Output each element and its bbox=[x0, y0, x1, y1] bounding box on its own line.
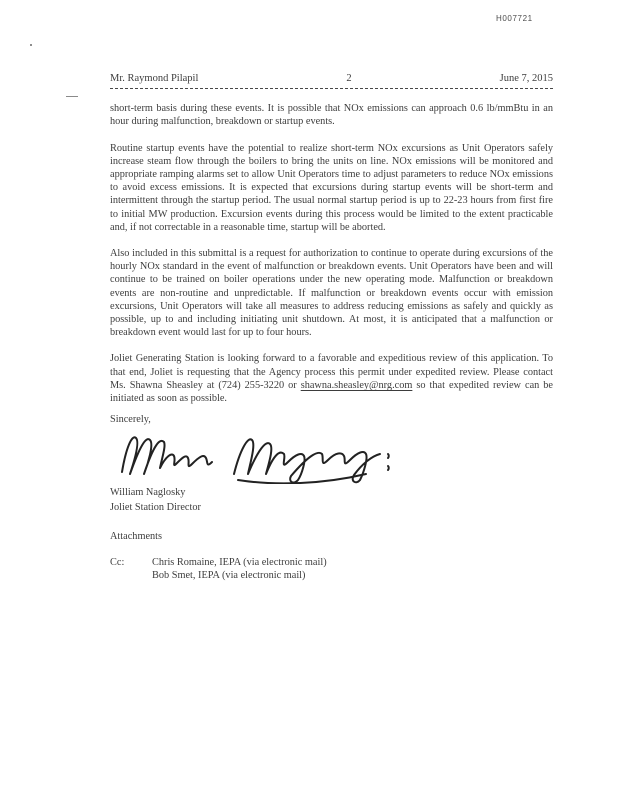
header-date: June 7, 2015 bbox=[499, 73, 553, 84]
letter-content bbox=[110, 72, 553, 582]
paragraph-startup-events: Routine startup events have the potential to realize short-term NOx excursions as Unit Operators safely increase steam flow through the boilers to bring the units on line. NOx emissions will be monitored and appropriate ramping alarms set to allow Unit Operators time to adjust parameters to reduce NOx emissions to avoid excess emissions. It is expected that excursions during startup events will be short-term and intermittent through the startup period. The usual normal startup period is up to 22-23 hours from first fire to initial MW production. Excursion events during this process would be limited to the extent practicable and, if not correctable in a reasonable time, startup will be aborted. bbox=[110, 142, 553, 233]
cc-entry: Chris Romaine, IEPA (via electronic mail) bbox=[152, 557, 327, 569]
header-page-number: 2 bbox=[346, 73, 352, 84]
closing-text-before-email: Joliet Generating Station is looking forward to a favorable and expeditious review of this application. To that end, Joliet is requesting that the Agency process this permit under expedited review. Please contact Ms. Shawna Sheasley at (724) 255-3220 or bbox=[110, 353, 553, 391]
cc-label: Cc: bbox=[110, 557, 125, 569]
paragraph-continuation: short-term basis during these events. It is possible that NOx emissions can approach 0.6 lb/mmBtu in an hour during malfunction, breakdown or startup events. bbox=[110, 103, 553, 128]
cc-entries bbox=[152, 556, 327, 582]
paragraph-closing bbox=[110, 352, 553, 405]
closing-text-after-email: so that expedited review can be initiated as soon as possible. bbox=[110, 379, 553, 405]
header-recipient: Mr. Raymond Pilapil bbox=[110, 73, 199, 84]
handwritten-signature-image bbox=[116, 428, 553, 484]
document-stamp-number: H007721 bbox=[496, 14, 533, 23]
email-address: shawna.sheasley@nrg.com bbox=[300, 379, 413, 391]
salutation: Sincerely, bbox=[110, 414, 151, 426]
scan-artifact bbox=[66, 96, 78, 97]
signer-title: Joliet Station Director bbox=[110, 501, 201, 513]
cc-entry: Bob Smet, IEPA (via electronic mail) bbox=[152, 570, 306, 582]
page-header bbox=[110, 72, 553, 89]
cc-block bbox=[110, 556, 553, 582]
scan-artifact bbox=[30, 44, 32, 46]
signer-name: William Naglosky bbox=[110, 487, 186, 499]
attachments-note: Attachments bbox=[110, 530, 163, 542]
paragraph-malfunction-breakdown: Also included in this submittal is a request for authorization to continue to operate during excursions of the hourly NOx standard in the event of malfunction or breakdown events. Unit Operators have been and will continue to be trained on boiler operations under the new operating mode. Malfunction or breakdown events are non-routine and unpredictable. If malfunction or breakdown events occur with emission excursions, Unit Operators will take all measures to address reducing emissions as safely and quickly as possible, up to and including initiating unit shutdown. At most, it is anticipated that a malfunction or breakdown event would last for up to four hours. bbox=[110, 248, 553, 339]
